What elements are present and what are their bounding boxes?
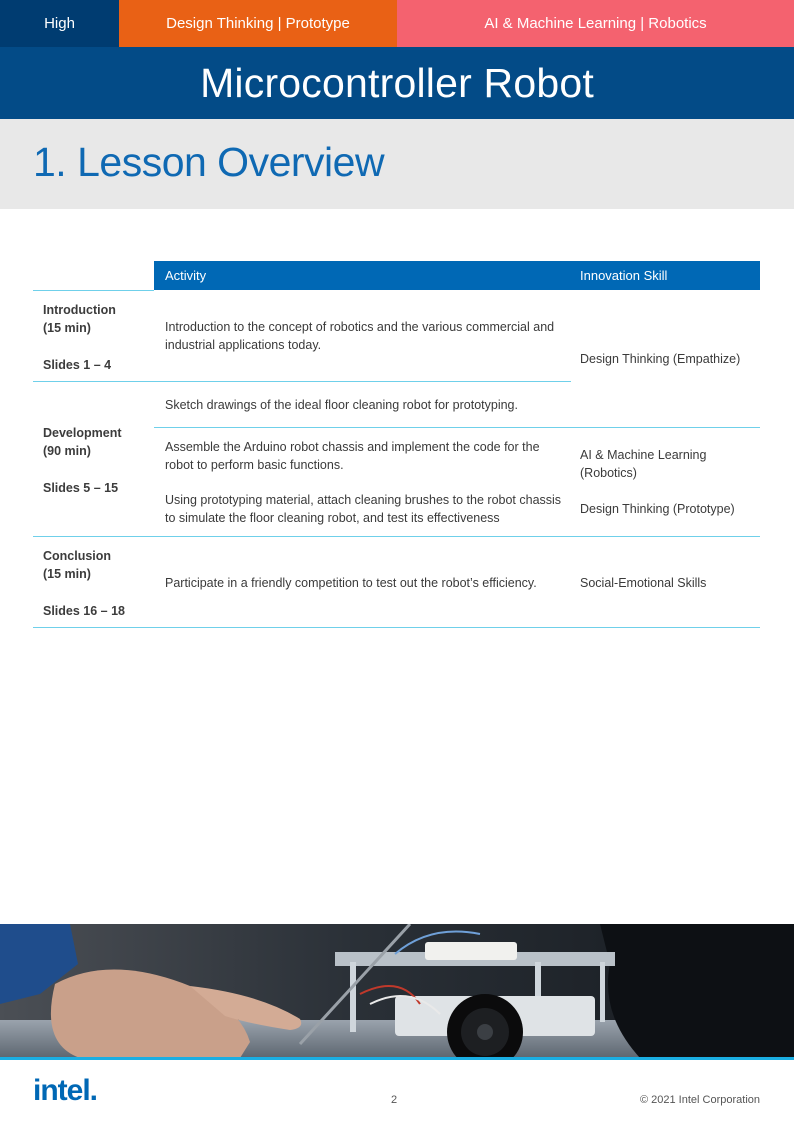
conclusion-skill: Social-Emotional Skills (580, 576, 707, 590)
development-activity-sketch: Sketch drawings of the ideal floor cleaning robot for prototyping. (165, 398, 518, 412)
phase-duration: (90 min) (43, 444, 91, 458)
row-divider (33, 381, 571, 382)
innovation-skill-tag: Design Thinking | Prototype (119, 0, 397, 47)
robot-photo (0, 924, 794, 1058)
section-header (0, 119, 794, 209)
row-divider (33, 627, 760, 628)
empathize-skill: Design Thinking (Empathize) (580, 352, 741, 366)
robot-photo-illustration (0, 924, 794, 1058)
skill-column-header: Innovation Skill (580, 268, 668, 283)
phase-slides: Slides 5 – 15 (43, 481, 119, 495)
phase-slides: Slides 1 – 4 (43, 358, 112, 372)
phase-name: Conclusion (43, 549, 112, 563)
conclusion-activity: Participate in a friendly competition to test out the robot’s efficiency. (165, 576, 537, 590)
photo-accent-line (0, 1057, 794, 1060)
development-skill-robotics: AI & Machine Learning (Robotics) (580, 448, 707, 480)
introduction-activity: Introduction to the concept of robotics and the various commercial and industrial applications today. (165, 320, 555, 352)
phase-duration: (15 min) (43, 321, 91, 335)
activity-column-header: Activity (165, 268, 207, 283)
table-header (33, 261, 760, 290)
phase-slides: Slides 16 – 18 (43, 604, 126, 618)
development-activity-prototype: Using prototyping material, attach cleaning brushes to the robot chassis to simulate the floor cleaning robot, and test its effectiveness (165, 493, 562, 525)
phase-conclusion (43, 547, 153, 620)
category-tag-bar (0, 0, 794, 47)
development-skill-prototype: Design Thinking (Prototype) (580, 502, 735, 516)
phase-name: Development (43, 426, 122, 440)
section-title: 1. Lesson Overview (33, 139, 385, 185)
row-divider (33, 536, 760, 537)
level-tag: High (0, 0, 119, 47)
phase-development (43, 424, 153, 497)
lesson-title: Microcontroller Robot (0, 47, 794, 119)
header-divider (33, 290, 154, 291)
lesson-overview-table (33, 261, 760, 618)
row-divider (154, 427, 760, 428)
table-header-background (154, 261, 760, 290)
development-activity-assemble: Assemble the Arduino robot chassis and implement the code for the robot to perform basic functions. (165, 440, 540, 472)
intel-logo: intel. (33, 1074, 98, 1107)
copyright-notice: © 2021 Intel Corporation (639, 1094, 760, 1106)
phase-introduction (43, 301, 153, 374)
phase-name: Introduction (43, 303, 116, 317)
technology-tag: AI & Machine Learning | Robotics (397, 0, 794, 47)
phase-duration: (15 min) (43, 567, 91, 581)
page-number: 2 (391, 1094, 398, 1106)
